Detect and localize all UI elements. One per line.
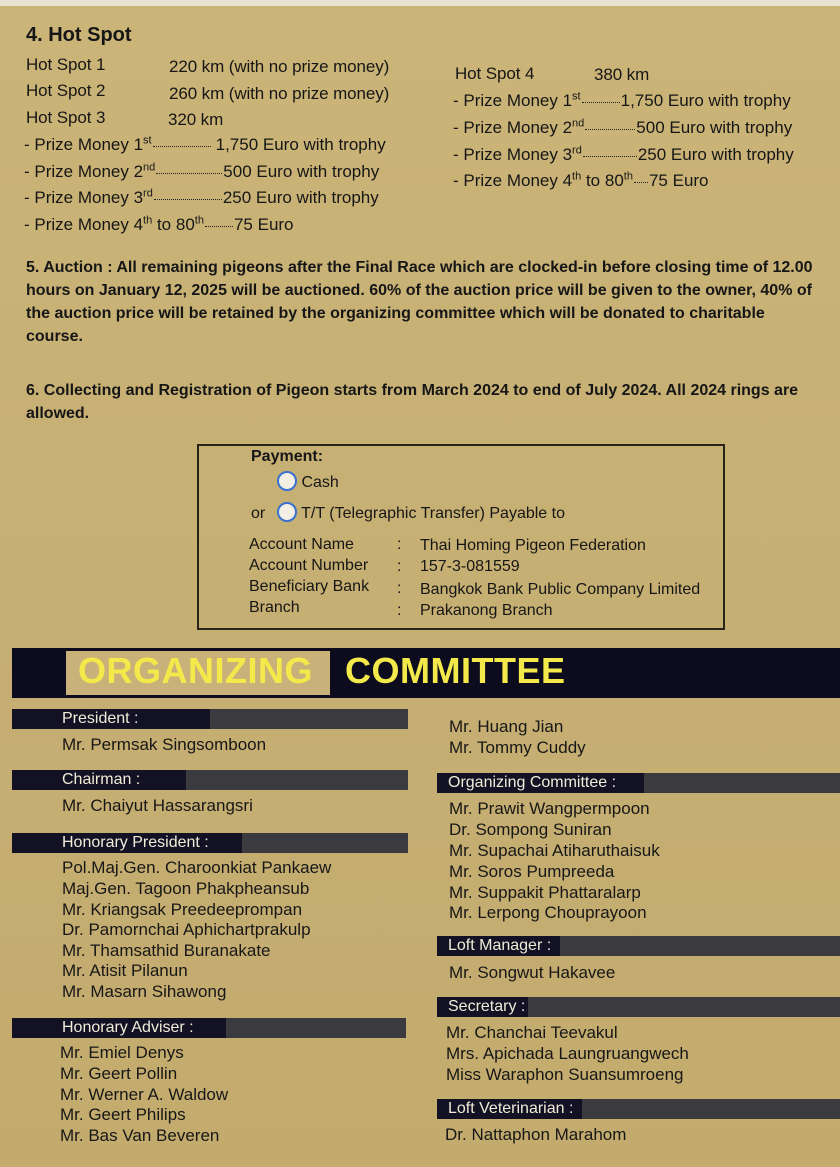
cash-label: Cash: [301, 474, 339, 491]
section-president: [12, 709, 408, 729]
committee-title-right: COMMITTEE: [345, 650, 566, 691]
prize-sup: st: [572, 90, 581, 103]
section-chairman: [12, 770, 408, 790]
honorary-president-name-4: Dr. Pamornchai Aphichartprakulp: [62, 920, 311, 939]
section-secretary: [437, 997, 840, 1017]
cash-option[interactable]: [277, 471, 339, 492]
organizing-committee-name-5: Mr. Suppakit Phattaralarp: [449, 883, 641, 902]
organizing-committee-name-4: Mr. Soros Pumpreeda: [449, 862, 615, 881]
account-name-label: Account Name: [249, 536, 354, 553]
prize-amount: 75 Euro: [233, 215, 294, 234]
section-honorary-president: [12, 833, 408, 853]
registration-paragraph: 6. Collecting and Registration of Pigeon starts from March 2024 to end of July 2024. All 2024 rings are allowed.: [26, 382, 799, 422]
hot-spot-4-name: Hot Spot 4: [455, 64, 535, 83]
section-heading: Loft Manager :: [448, 937, 552, 954]
account-name-value: Thai Homing Pigeon Federation: [420, 537, 646, 554]
honorary-adviser-name-2: Mr. Geert Pollin: [60, 1064, 178, 1083]
prize-amount: 1,750 Euro with trophy: [215, 135, 386, 154]
prize-range: to 80: [152, 215, 195, 234]
leader-dots: [583, 156, 637, 157]
beneficiary-bank-value: Bangkok Bank Public Company Limited: [420, 581, 701, 598]
honorary-president-name-2: Maj.Gen. Tagoon Phakpheansub: [62, 879, 310, 898]
secretary-name-1: Mr. Chanchai Teevakul: [446, 1023, 618, 1042]
adviser-cont-name-1: Mr. Huang Jian: [449, 717, 564, 736]
prize-label: - Prize Money 3: [453, 145, 573, 164]
prize-amount: 500 Euro with trophy: [223, 162, 380, 181]
branch-label: Branch: [249, 599, 300, 616]
prize-sup: th: [623, 170, 633, 183]
account-number-sep: :: [397, 558, 402, 575]
section-bar-ext: [186, 770, 408, 790]
section-bar-ext: [644, 773, 840, 793]
payment-title: Payment:: [251, 448, 324, 465]
section-heading: President :: [62, 710, 139, 727]
section-organizing-committee: [437, 773, 840, 793]
prize-sup: nd: [143, 161, 156, 174]
chairman-name: Mr. Chaiyut Hassarangsri: [62, 796, 253, 815]
section-bar-ext: [582, 1099, 840, 1119]
leader-dots: [585, 129, 635, 130]
leader-dots: [205, 226, 233, 227]
payment-box: [197, 444, 725, 630]
cash-radio[interactable]: [277, 471, 297, 491]
beneficiary-bank-sep: :: [397, 580, 402, 597]
committee-title-left: ORGANIZING: [78, 650, 313, 691]
beneficiary-bank-label: Beneficiary Bank: [249, 578, 370, 595]
prize-sup: st: [143, 134, 152, 147]
honorary-adviser-name-3: Mr. Werner A. Waldow: [60, 1085, 229, 1104]
president-name: Mr. Permsak Singsomboon: [62, 735, 267, 754]
prize-label: - Prize Money 3: [24, 188, 144, 207]
hot-spot-2-name: Hot Spot 2: [26, 81, 106, 100]
tt-label: T/T (Telegraphic Transfer) Payable to: [301, 505, 565, 522]
section-heading: Honorary Adviser :: [62, 1019, 194, 1036]
prize-label: - Prize Money 4: [453, 171, 573, 190]
prize-row-4-left: [24, 215, 294, 235]
prize-label: - Prize Money 2: [453, 118, 573, 137]
prize-amount: 1,750 Euro with trophy: [620, 91, 791, 110]
branch-sep: :: [397, 602, 402, 619]
leader-dots: [582, 102, 620, 103]
prize-amount: 75 Euro: [648, 171, 709, 190]
top-edge-strip: [0, 0, 840, 6]
section-heading: Honorary President :: [62, 834, 209, 851]
prize-sup: nd: [572, 117, 585, 130]
loft-manager-name: Mr. Songwut Hakavee: [449, 963, 616, 982]
auction-paragraph: 5. Auction : All remaining pigeons after the Final Race which are clocked-in before closing time of 12.00 hours on January 12, 2025 will be auctioned. 60% of the auction price will be given to the owner, 40% of the auction price will be retained by the organizing committee which will be donated to charitable course.: [26, 259, 813, 345]
prize-row-4-right: [453, 171, 709, 191]
section-heading: Loft Veterinarian :: [448, 1100, 574, 1117]
prize-amount: 250 Euro with trophy: [637, 145, 794, 164]
prize-label: - Prize Money 1: [24, 135, 144, 154]
or-label: or: [251, 505, 266, 522]
honorary-adviser-name-5: Mr. Bas Van Beveren: [60, 1126, 220, 1145]
prize-row-2-left: [24, 162, 379, 182]
branch-value: Prakanong Branch: [420, 602, 553, 619]
section-loft-manager: [437, 936, 840, 956]
hot-spot-3-value: 320 km: [168, 110, 224, 129]
prize-sup: rd: [572, 144, 582, 157]
prize-amount: 250 Euro with trophy: [222, 188, 379, 207]
honorary-adviser-name-1: Mr. Emiel Denys: [60, 1043, 184, 1062]
section-loft-veterinarian: [437, 1099, 840, 1119]
hot-spot-2-value: 260 km (with no prize money): [169, 84, 390, 103]
honorary-president-name-5: Mr. Thamsathid Buranakate: [62, 941, 271, 960]
section-bar-ext: [210, 709, 408, 729]
secretary-name-3: Miss Waraphon Suansumroeng: [446, 1065, 684, 1084]
organizing-committee-name-3: Mr. Supachai Atiharuthaisuk: [449, 841, 660, 860]
tt-radio[interactable]: [277, 502, 297, 522]
adviser-cont-name-2: Mr. Tommy Cuddy: [449, 738, 586, 757]
hot-spot-1-name: Hot Spot 1: [26, 55, 106, 74]
section-bar-ext: [226, 1018, 406, 1038]
section-bar-ext: [528, 997, 840, 1017]
prize-amount: 500 Euro with trophy: [636, 118, 793, 137]
organizing-committee-name-6: Mr. Lerpong Chouprayoon: [449, 903, 647, 922]
prize-row-3-right: [453, 145, 794, 165]
prize-row-1-left: [24, 135, 386, 155]
honorary-president-name-3: Mr. Kriangsak Preedeeprompan: [62, 900, 303, 919]
prize-sup: th: [194, 214, 204, 227]
prize-row-2-right: [453, 118, 792, 138]
prize-sup: rd: [143, 187, 153, 200]
section-bar-ext: [242, 833, 408, 853]
tt-option[interactable]: [277, 502, 565, 523]
leader-dots: [634, 182, 648, 183]
hot-spot-1-value: 220 km (with no prize money): [169, 57, 390, 76]
section-heading: Chairman :: [62, 771, 141, 788]
prize-sup: th: [572, 170, 582, 183]
loft-veterinarian-name: Dr. Nattaphon Marahom: [445, 1125, 627, 1144]
hot-spot-4-value: 380 km: [594, 65, 650, 84]
section-honorary-adviser: [12, 1018, 406, 1038]
prize-row-1-right: [453, 91, 791, 111]
honorary-president-name-6: Mr. Atisit Pilanun: [62, 961, 188, 980]
secretary-name-2: Mrs. Apichada Laungruangwech: [446, 1044, 689, 1063]
organizing-committee-name-1: Mr. Prawit Wangpermpoon: [449, 799, 650, 818]
prize-label: - Prize Money 1: [453, 91, 573, 110]
leader-dots: [156, 173, 222, 174]
section-bar-ext: [560, 936, 840, 956]
leader-dots: [153, 146, 211, 147]
organizing-committee-name-2: Dr. Sompong Suniran: [449, 820, 612, 839]
honorary-president-name-1: Pol.Maj.Gen. Charoonkiat Pankaew: [62, 858, 332, 877]
prize-label: - Prize Money 4: [24, 215, 144, 234]
account-name-sep: :: [397, 536, 402, 553]
prize-row-3-left: [24, 188, 379, 208]
honorary-adviser-name-4: Mr. Geert Philips: [60, 1105, 186, 1124]
section-heading: Secretary :: [448, 998, 526, 1015]
prize-label: - Prize Money 2: [24, 162, 144, 181]
section-heading: Organizing Committee :: [448, 774, 617, 791]
honorary-president-name-7: Mr. Masarn Sihawong: [62, 982, 227, 1001]
prize-range: to 80: [581, 171, 624, 190]
leader-dots: [154, 199, 222, 200]
prize-sup: th: [143, 214, 153, 227]
hot-spot-3-name: Hot Spot 3: [26, 108, 106, 127]
account-number-value: 157-3-081559: [420, 558, 520, 575]
hot-spot-heading: 4. Hot Spot: [26, 24, 132, 46]
account-number-label: Account Number: [249, 557, 369, 574]
